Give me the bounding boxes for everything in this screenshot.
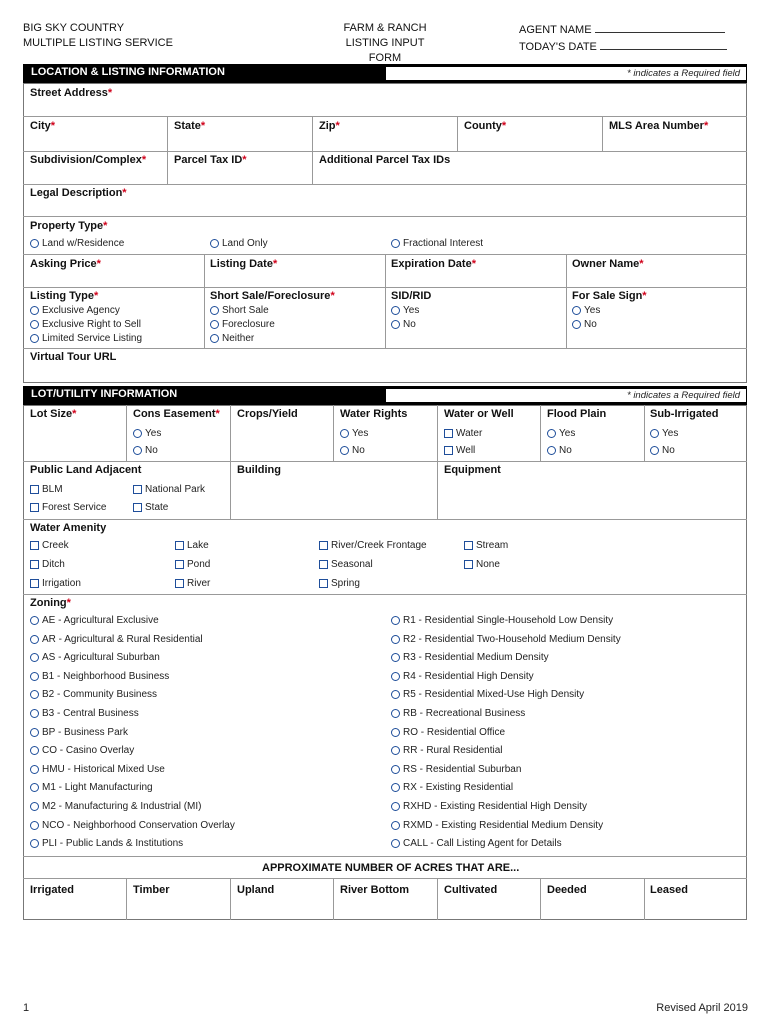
radio-icon [30,802,39,811]
zoning-option-label: R5 - Residential Mixed-Use High Density [403,689,585,701]
zoning-option[interactable] [391,782,513,793]
radio-icon [391,635,400,644]
radio-icon [30,821,39,830]
city-label: City* [30,120,56,132]
org-name [23,21,173,51]
zoning-option-label: M2 - Manufacturing & Industrial (MI) [42,801,202,812]
radio-icon [210,334,219,343]
asking-price-label: Asking Price* [30,258,101,270]
agent-block [519,21,727,55]
zoning-option[interactable] [30,782,153,793]
zoning-option-label: RXHD - Existing Residential High Density [403,801,587,812]
checkbox-icon [133,485,142,494]
form-line-1: FARM & RANCH [343,22,427,34]
amenity-river-creek-frontage[interactable]: River/Creek Frontage [319,540,427,551]
amenity-river[interactable]: River [175,578,210,589]
zoning-option[interactable] [391,671,534,682]
owner-name-label: Owner Name* [572,258,644,270]
org-line-1: BIG SKY COUNTRY [23,22,125,34]
flood-plain-label: Flood Plain [547,408,607,420]
page-number: 1 [23,1002,30,1014]
radio-icon [30,672,39,681]
sid-yes[interactable]: Yes [391,305,419,316]
zoning-option-label: RO - Residential Office [403,726,506,738]
amenity-creek[interactable]: Creek [30,540,69,551]
required-note-box [385,66,747,81]
state-label: State* [174,120,206,132]
radio-icon [391,728,400,737]
water-rights-label: Water Rights [340,408,408,420]
foreclosure-option[interactable]: Foreclosure [210,319,275,330]
zoning-label: Zoning* [30,597,71,609]
amenity-irrigation[interactable]: Irrigation [30,578,81,589]
radio-icon [391,839,400,848]
radio-icon [133,446,142,455]
org-line-2: MULTIPLE LISTING SERVICE [23,37,173,49]
radio-icon [30,635,39,644]
amenity-spring[interactable]: Spring [319,578,360,589]
water-checkbox[interactable]: Water [444,428,482,439]
zoning-option-label: B1 - Neighborhood Business [42,670,170,682]
radio-icon [30,653,39,662]
equipment-label: Equipment [444,464,501,476]
zoning-option-label: AE - Agricultural Exclusive [42,615,159,626]
radio-icon [650,446,659,455]
checkbox-icon [319,579,328,588]
zoning-option-label: RX - Existing Residential [403,782,514,794]
radio-icon [133,429,142,438]
acres-river-bottom-label: River Bottom [340,884,410,896]
acres-upland-label: Upland [237,884,275,896]
zoning-option-label: CALL - Call Listing Agent for Details [403,838,562,850]
street-address-field[interactable] [23,100,747,116]
required-note-2: * indicates a Required field [626,390,740,401]
virtual-tour-label: Virtual Tour URL [30,351,117,363]
neither-option[interactable]: Neither [210,333,254,344]
zoning-option[interactable] [391,820,603,831]
zoning-option-label: B3 - Central Business [42,708,139,719]
sid-no[interactable]: No [391,319,416,330]
acres-irrigated-label: Irrigated [30,884,75,896]
listing-date-label: Listing Date* [210,258,278,270]
checkbox-icon [444,429,453,438]
zoning-option-label: B2 - Community Business [42,689,158,701]
cons-easement-no[interactable]: No [133,445,158,456]
short-sale-option[interactable]: Short Sale [210,305,269,316]
listing-type-exclusive-agency[interactable]: Exclusive Agency [30,305,120,316]
well-checkbox[interactable]: Well [444,445,475,456]
zoning-option[interactable] [30,708,139,719]
zoning-option[interactable] [30,820,235,831]
checkbox-icon [30,503,39,512]
water-rights-no[interactable]: No [340,445,365,456]
lot-size-label: Lot Size* [30,408,77,420]
radio-icon [210,239,219,248]
zoning-option-label: M1 - Light Manufacturing [42,782,153,794]
listing-type-limited-service[interactable]: Limited Service Listing [30,333,142,344]
zoning-option-label: RR - Rural Residential [403,745,503,757]
radio-icon [30,334,39,343]
flood-plain-yes[interactable]: Yes [547,428,575,439]
zoning-option-label: AR - Agricultural & Rural Residential [42,633,203,645]
zoning-option[interactable] [30,652,160,663]
form-title [330,21,440,66]
national-park-checkbox[interactable]: National Park [133,484,205,495]
radio-icon [547,429,556,438]
form-line-2: LISTING INPUT FORM [345,37,425,64]
location-section-bar [23,64,747,83]
radio-icon [391,709,400,718]
zoning-option[interactable] [391,838,562,849]
lot-section-bar [23,386,747,405]
for-sale-sign-label: For Sale Sign* [572,290,647,302]
sign-no[interactable]: No [572,319,597,330]
zoning-option[interactable] [391,764,521,775]
forest-service-checkbox[interactable]: Forest Service [30,502,106,513]
zoning-option-label: R1 - Residential Single-Household Low Density [403,615,614,626]
zoning-option[interactable] [30,801,202,812]
flood-plain-no[interactable]: No [547,445,572,456]
radio-icon [30,765,39,774]
sub-irrigated-yes[interactable]: Yes [650,428,678,439]
acres-leased-label: Leased [650,884,688,896]
radio-icon [210,306,219,315]
checkbox-icon [319,560,328,569]
radio-icon [30,306,39,315]
cons-easement-yes[interactable]: Yes [133,428,161,439]
radio-icon [30,320,39,329]
legal-description-label: Legal Description* [30,187,127,199]
zoning-option-label: R2 - Residential Two-Household Medium Density [403,633,621,645]
zoning-option-label: RS - Residential Suburban [403,763,522,775]
checkbox-icon [175,579,184,588]
radio-icon [30,728,39,737]
listing-type-exclusive-right[interactable]: Exclusive Right to Sell [30,319,141,330]
amenity-pond[interactable]: Pond [175,559,210,570]
sid-rid-label: SID/RID [391,290,432,302]
checkbox-icon [30,560,39,569]
checkbox-icon [319,541,328,550]
radio-icon [391,320,400,329]
radio-icon [30,239,39,248]
radio-icon [391,690,400,699]
amenity-seasonal[interactable]: Seasonal [319,559,373,570]
agent-name-field[interactable] [595,21,725,33]
zoning-option-label: PLI - Public Lands & Institutions [42,838,184,850]
zoning-option[interactable] [30,727,128,738]
lot-section-title: LOT/UTILITY INFORMATION [31,388,178,400]
zoning-option[interactable] [391,615,613,626]
zip-label: Zip* [319,120,340,132]
checkbox-icon [175,560,184,569]
zoning-option-label: BP - Business Park [42,726,128,738]
zoning-option-label: R4 - Residential High Density [403,670,534,682]
blm-checkbox[interactable]: BLM [30,484,63,495]
zoning-option-label: R3 - Residential Medium Density [403,652,549,664]
zoning-option[interactable] [30,671,169,682]
water-rights-yes[interactable]: Yes [340,428,368,439]
county-label: County* [464,120,507,132]
required-note-box-2 [385,388,747,403]
property-type-fractional[interactable]: Fractional Interest [391,238,483,249]
acres-cultivated-label: Cultivated [444,884,498,896]
amenity-ditch[interactable]: Ditch [30,559,65,570]
water-or-well-label: Water or Well [444,408,514,420]
acres-timber-label: Timber [133,884,170,896]
checkbox-icon [464,560,473,569]
radio-icon [547,446,556,455]
zoning-option-label: CO - Casino Overlay [42,745,135,757]
zoning-option[interactable] [30,838,183,849]
crops-yield-label: Crops/Yield [237,408,298,420]
revised-date: Revised April 2019 [656,1002,748,1014]
cons-easement-label: Cons Easement* [133,408,220,420]
radio-icon [391,746,400,755]
expiration-date-label: Expiration Date* [391,258,476,270]
property-type-label: Property Type* [30,220,108,232]
zoning-option[interactable] [391,801,587,812]
radio-icon [572,320,581,329]
checkbox-icon [30,485,39,494]
radio-icon [30,709,39,718]
checkbox-icon [30,579,39,588]
street-address-label: Street Address* [30,87,113,99]
todays-date-field[interactable] [600,38,727,50]
zoning-option-label: RXMD - Existing Residential Medium Density [403,819,604,831]
radio-icon [210,320,219,329]
short-sale-label: Short Sale/Foreclosure* [210,290,335,302]
location-section-title: LOCATION & LISTING INFORMATION [31,66,225,78]
radio-icon [391,653,400,662]
radio-icon [340,446,349,455]
zoning-option[interactable] [391,745,502,756]
radio-icon [30,616,39,625]
zoning-option[interactable] [391,708,525,719]
radio-icon [340,429,349,438]
additional-parcel-label: Additional Parcel Tax IDs [319,154,451,166]
radio-icon [391,802,400,811]
zoning-option[interactable] [30,689,157,700]
property-type-land-only[interactable]: Land Only [210,238,268,249]
sub-irrigated-no[interactable]: No [650,445,675,456]
public-land-label: Public Land Adjacent [30,464,142,476]
amenity-lake[interactable]: Lake [175,540,209,551]
zoning-option[interactable] [30,634,203,645]
zoning-option-label: RB - Recreational Business [403,708,526,719]
zoning-option[interactable] [30,745,134,756]
state-checkbox[interactable]: State [133,502,168,513]
radio-icon [391,765,400,774]
zoning-option[interactable] [391,689,584,700]
radio-icon [30,690,39,699]
checkbox-icon [30,541,39,550]
zoning-option[interactable] [391,652,549,663]
amenity-none[interactable]: None [464,559,500,570]
radio-icon [30,746,39,755]
radio-icon [391,306,400,315]
zoning-option-label: HMU - Historical Mixed Use [42,763,165,775]
zoning-option-label: NCO - Neighborhood Conservation Overlay [42,819,235,831]
agent-name-label: AGENT NAME [519,24,592,36]
property-type-land-residence[interactable]: Land w/Residence [30,238,124,249]
radio-icon [30,839,39,848]
todays-date-label: TODAY'S DATE [519,41,597,53]
acres-deeded-label: Deeded [547,884,587,896]
checkbox-icon [464,541,473,550]
radio-icon [30,783,39,792]
radio-icon [391,821,400,830]
zoning-option[interactable] [30,615,159,626]
building-label: Building [237,464,281,476]
radio-icon [391,239,400,248]
parcel-tax-label: Parcel Tax ID* [174,154,247,166]
checkbox-icon [444,446,453,455]
radio-icon [391,783,400,792]
mls-area-label: MLS Area Number* [609,120,709,132]
radio-icon [650,429,659,438]
zoning-option-label: AS - Agricultural Suburban [42,652,160,664]
zoning-option[interactable] [30,764,165,775]
checkbox-icon [133,503,142,512]
radio-icon [391,672,400,681]
amenity-stream[interactable]: Stream [464,540,508,551]
required-note: * indicates a Required field [626,68,740,79]
radio-icon [391,616,400,625]
zoning-option[interactable] [391,634,621,645]
zoning-option[interactable] [391,727,505,738]
sign-yes[interactable]: Yes [572,305,600,316]
water-amenity-label: Water Amenity [30,522,107,534]
subdivision-label: Subdivision/Complex* [30,154,147,166]
listing-type-label: Listing Type* [30,290,99,302]
acres-title: APPROXIMATE NUMBER OF ACRES THAT ARE... [262,862,520,874]
sub-irrigated-label: Sub-Irrigated [650,408,719,420]
radio-icon [572,306,581,315]
checkbox-icon [175,541,184,550]
